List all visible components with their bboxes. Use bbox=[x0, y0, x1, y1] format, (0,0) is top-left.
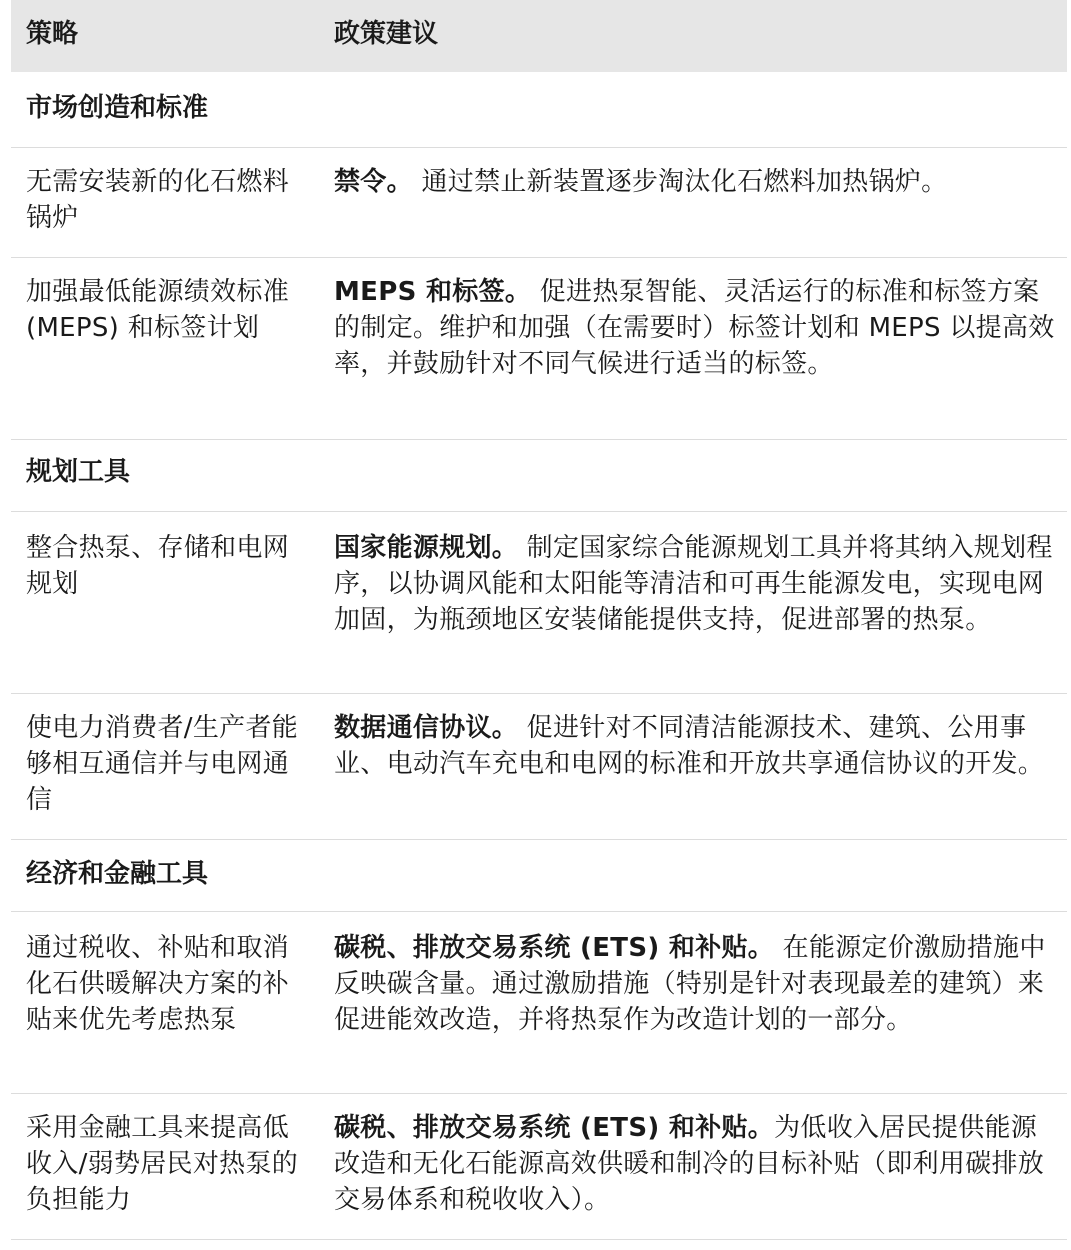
policy-cell bbox=[324, 148, 1067, 200]
policy-lead: MEPS 和标签。 bbox=[334, 277, 532, 307]
strategy-cell: 整合热泵、存储和电网规划 bbox=[26, 533, 290, 599]
policy-lead: 碳税、排放交易系统 (ETS) 和补贴。 bbox=[334, 1113, 775, 1143]
strategy-cell: 使电力消费者/生产者能够相互通信并与电网通信 bbox=[26, 713, 299, 815]
policy-text: 制定国家综合能源规划工具并将其纳入规划程序，以协调风能和太阳能等清洁和可再生能源发电，实现电网加固，为瓶颈地区安装储能提供支持，促进部署的热泵。 bbox=[334, 533, 1053, 635]
policy-cell bbox=[324, 258, 1067, 382]
strategy-cell: 通过税收、补贴和取消化石供暖解决方案的补贴来优先考虑热泵 bbox=[26, 933, 290, 1035]
strategy-cell: 无需安装新的化石燃料锅炉 bbox=[26, 167, 290, 233]
section-title: 规划工具 bbox=[26, 457, 131, 487]
policy-text: 促进热泵智能、灵活运行的标准和标签方案的制定。维护和加强（在需要时）标签计划和 MEPS 以提高效率，并鼓励针对不同气候进行适当的标签。 bbox=[334, 277, 1055, 379]
policy-text: 为低收入居民提供能源改造和无化石能源高效供暖和制冷的目标补贴（即利用碳排放交易体系和税收收入）。 bbox=[334, 1113, 1045, 1215]
section-planning-tools bbox=[11, 440, 1067, 512]
header-policy: 政策建议 bbox=[334, 19, 439, 49]
policy-cell bbox=[324, 912, 1067, 1038]
strategy-cell: 加强最低能源绩效标准 (MEPS) 和标签计划 bbox=[26, 277, 290, 343]
policy-lead: 碳税、排放交易系统 (ETS) 和补贴。 bbox=[334, 933, 775, 963]
section-market-creation bbox=[11, 72, 1067, 148]
policy-text: 促进针对不同清洁能源技术、建筑、公用事业、电动汽车充电和电网的标准和开放共享通信协议的开发。 bbox=[334, 713, 1045, 779]
section-title: 经济和金融工具 bbox=[26, 859, 209, 889]
section-title: 市场创造和标准 bbox=[26, 93, 209, 123]
table-row bbox=[11, 694, 1067, 840]
policy-cell bbox=[324, 694, 1067, 782]
section-economic-tools bbox=[11, 840, 1067, 912]
table-row bbox=[11, 912, 1067, 1094]
table-row bbox=[11, 258, 1067, 440]
policy-text: 在能源定价激励措施中反映碳含量。通过激励措施（特别是针对表现最差的建筑）来促进能效改造，并将热泵作为改造计划的一部分。 bbox=[334, 933, 1046, 1035]
table-header bbox=[11, 0, 1067, 72]
policy-lead: 数据通信协议。 bbox=[334, 713, 519, 743]
policy-cell bbox=[324, 512, 1067, 638]
policy-text: 通过禁止新装置逐步淘汰化石燃料加热锅炉。 bbox=[412, 167, 948, 197]
table-row bbox=[11, 148, 1067, 258]
header-strategy: 策略 bbox=[26, 19, 79, 49]
policy-table bbox=[11, 0, 1067, 1240]
table-row bbox=[11, 1094, 1067, 1240]
table-row bbox=[11, 512, 1067, 694]
policy-cell bbox=[324, 1094, 1067, 1218]
strategy-cell: 采用金融工具来提高低收入/弱势居民对热泵的负担能力 bbox=[26, 1113, 299, 1215]
policy-lead: 国家能源规划。 bbox=[334, 533, 519, 563]
policy-lead: 禁令。 bbox=[334, 167, 413, 197]
